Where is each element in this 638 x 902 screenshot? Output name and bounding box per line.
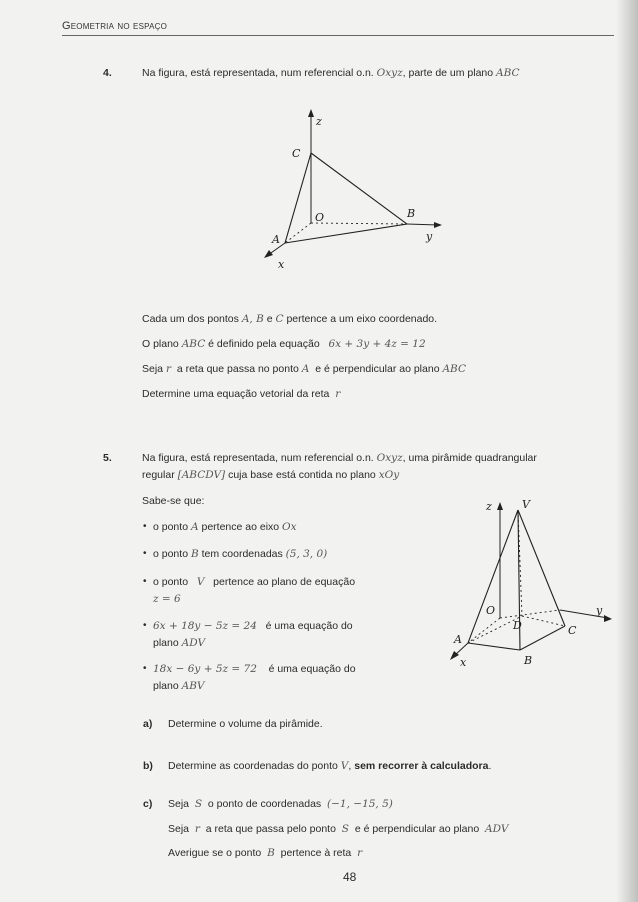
q5-bullet-2: o ponto B tem coordenadas (5, 3, 0) xyxy=(153,548,328,560)
page-number: 48 xyxy=(343,870,357,884)
q5-knows: Sabe-se que: xyxy=(142,495,205,507)
q5-bullet-4-plane: plano ADV xyxy=(153,637,206,649)
q5-label-x: x xyxy=(460,656,467,669)
question-5-number: 5. xyxy=(103,452,112,464)
q5-label-c: C xyxy=(568,624,577,637)
page-header: Geometria no espaço xyxy=(62,20,614,36)
q5-intro2: regular [ABCDV] cuja base está contida no plano xOy xyxy=(142,469,400,481)
q5-bullet-5: 18x − 6y + 5z = 72 é uma equação do xyxy=(153,663,356,675)
q5-label-v: V xyxy=(522,498,530,511)
q4-figure xyxy=(240,105,460,280)
q5-edge-vc xyxy=(518,510,565,626)
q4-label-z: z xyxy=(316,115,322,128)
q5-bullet-3: o ponto V pertence ao plano de equação xyxy=(153,576,356,588)
q4-y-axis xyxy=(407,224,438,225)
page-edge-shadow xyxy=(616,0,638,902)
q5-label-a: A xyxy=(454,633,462,646)
question-4-number: 4. xyxy=(103,67,112,79)
q4-triangle-abc xyxy=(285,153,407,243)
q5-label-d: D xyxy=(513,619,522,632)
q5-bullet-4: 6x + 18y − 5z = 24 é uma equação do xyxy=(153,620,353,632)
q5-edge-bc xyxy=(520,626,565,650)
q4-label-b: B xyxy=(407,207,416,220)
q4-intro: Na figura, está representada, num referencial o.n. Oxyz, parte de um plano ABC xyxy=(142,67,520,79)
q5-c-label: c) xyxy=(143,798,153,810)
q4-line3: Seja r a reta que passa no ponto A e é perpendicular ao plano ABC xyxy=(142,363,466,375)
q5-a-label: a) xyxy=(143,718,153,730)
q4-label-y: y xyxy=(426,230,433,243)
q5-b-label: b) xyxy=(143,760,153,772)
q4-line1: Cada um dos pontos A, B e C pertence a um eixo coordenado. xyxy=(142,313,438,325)
bullet-dot: • xyxy=(143,663,147,674)
q4-line2: O plano ABC é definido pela equação 6x + 3y + 4z = 12 xyxy=(142,338,426,350)
q4-line4: Determine uma equação vetorial da reta r xyxy=(142,388,341,400)
q5-bullet-5-plane: plano ABV xyxy=(153,680,205,692)
q4-y-arrow xyxy=(434,222,442,228)
q5-bullet-1: o ponto A pertence ao eixo Ox xyxy=(153,521,297,533)
q4-label-a: A xyxy=(272,233,280,246)
bullet-dot: • xyxy=(143,548,147,559)
q5-c-line1: Seja S o ponto de coordenadas (−1, −15, 5) xyxy=(168,798,393,810)
q5-intro1: Na figura, está representada, num referencial o.n. Oxyz, uma pirâmide quadrangular xyxy=(142,452,537,464)
q4-label-c: C xyxy=(292,147,301,160)
q5-bullet-3-eq: z = 6 xyxy=(153,593,181,605)
q4-label-x: x xyxy=(278,258,285,271)
q5-z-arrow xyxy=(497,502,503,510)
bullet-dot: • xyxy=(143,521,147,532)
q5-hidden-y xyxy=(500,610,560,618)
q5-figure xyxy=(440,488,620,673)
bullet-dot: • xyxy=(143,620,147,631)
q5-y-arrow xyxy=(604,615,612,622)
q5-label-b: B xyxy=(524,654,533,667)
q5-label-o: O xyxy=(486,604,496,617)
q5-edge-ab xyxy=(468,643,520,650)
q5-c-line3: Averigue se o ponto B pertence à reta r xyxy=(168,847,363,859)
q5-label-z: z xyxy=(486,500,492,513)
q4-z-arrow xyxy=(308,109,314,117)
q4-x-arrow xyxy=(264,250,273,258)
q5-hidden-dc xyxy=(522,616,565,626)
q4-label-o: O xyxy=(315,211,325,224)
q5-label-y: y xyxy=(596,604,603,617)
q5-b-text: Determine as coordenadas do ponto V, sem recorrer à calculadora. xyxy=(168,760,492,772)
bullet-dot: • xyxy=(143,576,147,587)
q5-c-line2: Seja r a reta que passa pelo ponto S e é perpendicular ao plano ADV xyxy=(168,823,509,835)
q5-a-text: Determine o volume da pirâmide. xyxy=(168,718,323,730)
q5-edge-va xyxy=(468,510,518,643)
q4-hidden-ob xyxy=(311,223,407,224)
